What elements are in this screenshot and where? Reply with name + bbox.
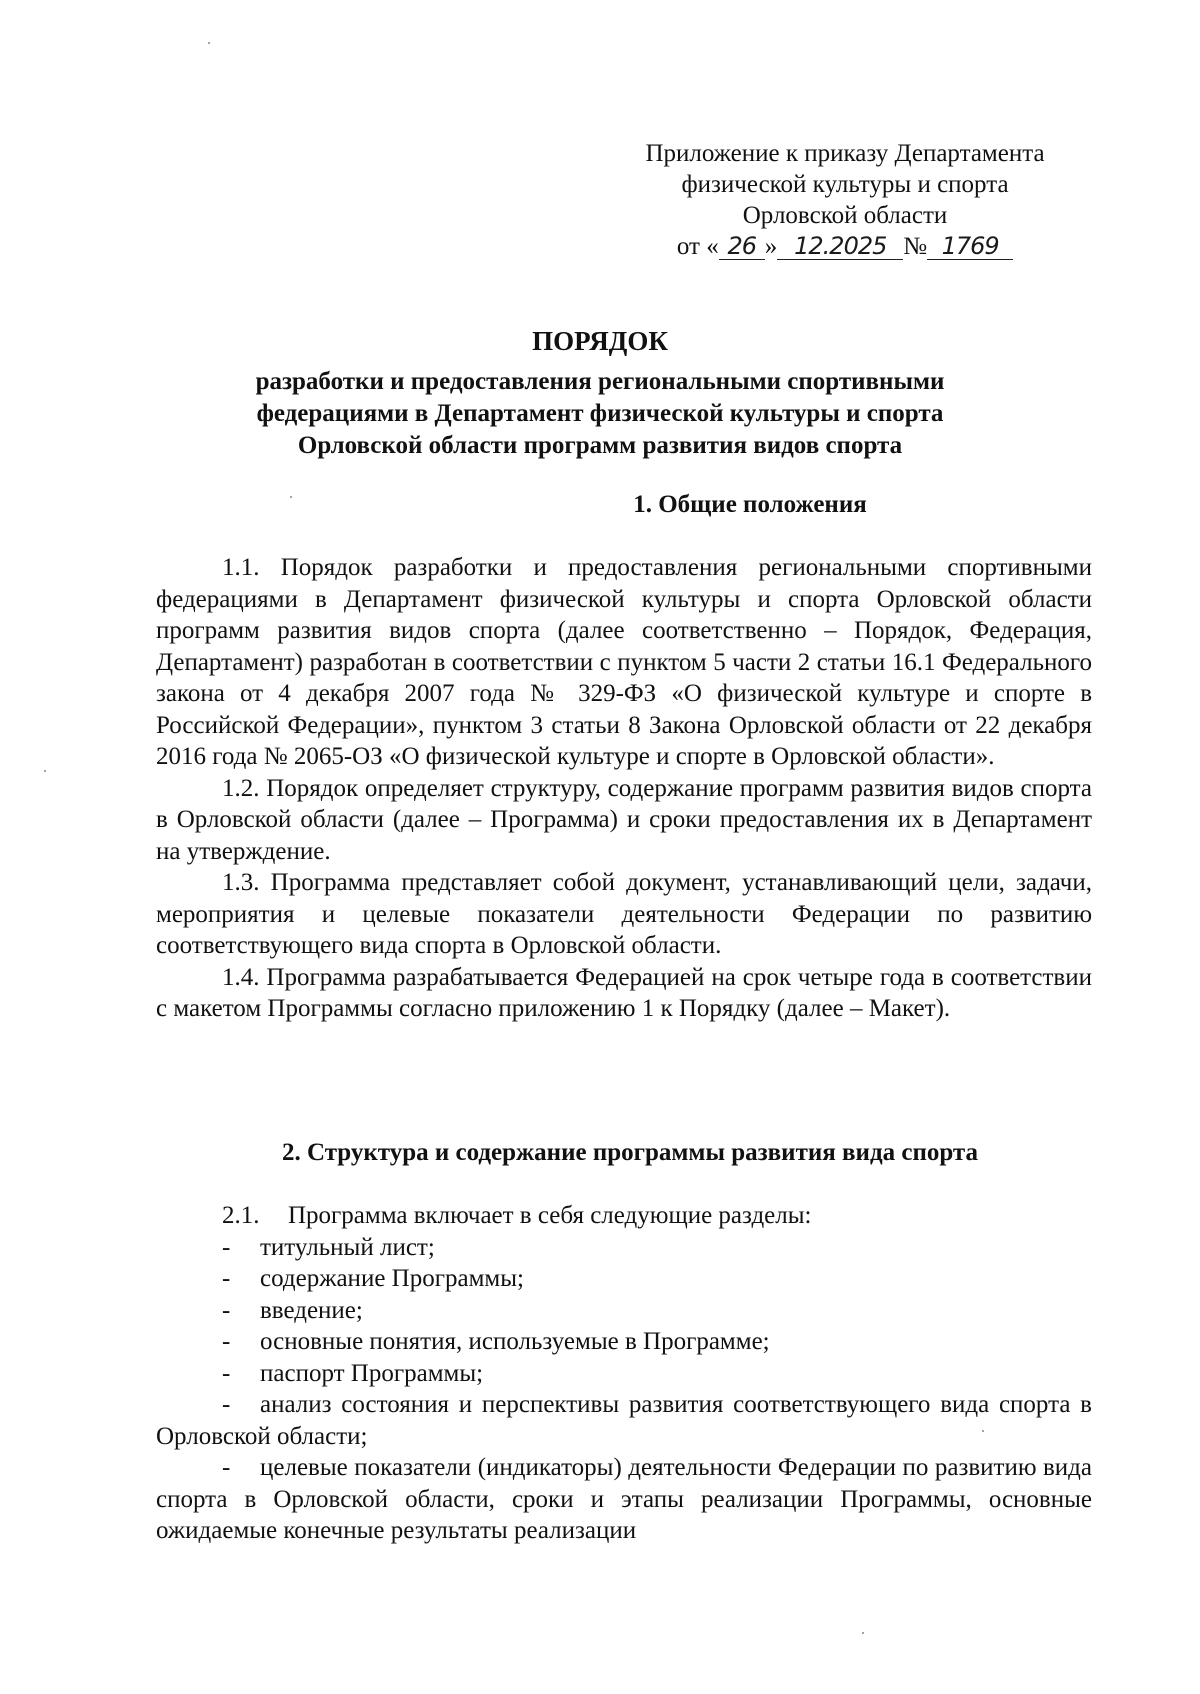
number-value-handwritten: 1769 xyxy=(927,233,1013,260)
list-item-text: анализ состояния и перспективы развития соответствующего вида спорта в Орловской области; xyxy=(156,1391,1092,1450)
appendix-date-line xyxy=(600,231,1090,265)
list-item-text: паспорт Программы; xyxy=(260,1359,484,1387)
scan-speck xyxy=(862,1632,864,1634)
list-item xyxy=(156,1358,1092,1390)
dash-marker: - xyxy=(222,1454,231,1481)
dash-marker: - xyxy=(222,1391,231,1418)
list-item xyxy=(156,1326,1092,1358)
list-intro-number: 2.1. xyxy=(222,1202,260,1229)
paragraph-1-2: 1.2. Порядок определяет структуру, содержание программ развития видов спорта в Орловской области (далее – Программа) и сроки предоставления их в Департамент на утверждение. xyxy=(156,774,1092,865)
dash-marker: - xyxy=(222,1296,231,1324)
subtitle-line-1: разработки и предоставления региональными спортивными xyxy=(255,368,945,395)
dash-marker: - xyxy=(222,1233,231,1261)
dash-marker: - xyxy=(222,1328,231,1355)
number-label: № xyxy=(903,233,928,260)
list-intro xyxy=(156,1200,1092,1232)
scan-speck xyxy=(290,496,292,498)
document-subtitle xyxy=(150,366,1050,462)
list-item-text: титульный лист; xyxy=(260,1233,435,1261)
date-prefix: от « xyxy=(676,233,719,260)
list-item xyxy=(156,1389,1092,1452)
scan-speck xyxy=(44,770,46,772)
appendix-line-2: физической культуры и спорта xyxy=(681,171,1009,198)
date-mid: » xyxy=(764,233,778,260)
subtitle-line-3: Орловской области программ развития видов спорта xyxy=(297,432,903,459)
paragraph-1-3: 1.3. Программа представляет собой документ, устанавливающий цели, задачи, мероприятия и целевые показатели деятельности Федерации по развитию соответствующего вида спорта в Орловской области. xyxy=(156,869,1092,959)
list-item xyxy=(156,1232,1092,1264)
document-title: ПОРЯДОК xyxy=(532,326,668,356)
section-1-body xyxy=(156,552,1092,1025)
list-item-text: основные понятия, используемые в Программе; xyxy=(260,1328,770,1355)
list-item-text: содержание Программы; xyxy=(260,1265,524,1292)
list-item-text: целевые показатели (индикаторы) деятельности Федерации по развитию вида спорта в Орловской области, сроки и этапы реализации Программы, основные ожидаемые конечные результаты реализации xyxy=(156,1454,1092,1544)
subtitle-line-2: федерациями в Департамент физической культуры и спорта xyxy=(256,400,944,427)
dash-marker: - xyxy=(222,1359,231,1387)
appendix-line-1: Приложение к приказу Департамента xyxy=(645,140,1045,167)
section-2-list xyxy=(156,1200,1092,1547)
paragraph-1-4: 1.4. Программа разрабатывается Федерацией на срок четыре года в соответствии с макетом Программы согласно приложению 1 к Порядку (далее – Макет). xyxy=(156,963,1092,1022)
paragraph-1-1: 1.1. Порядок разработки и предоставления региональными спортивными федерациями в Департамент физической культуры и спорта Орловской области программ развития видов спорта (далее соответственно – Порядок, Федерация, Департамент) разработан в соответствии с пунктом 5 части 2 статьи 16.1 Федерального закона от 4 декабря 2007 года № 329-ФЗ «О физической культуре и спорте в Российской Федерации», пунктом 3 статьи 8 Закона Орловской области от 22 декабря 2016 года № 2065-ОЗ «О физической культуре и спорте в Орловской области». xyxy=(156,554,1092,770)
section-1-heading: 1. Общие положения xyxy=(633,491,867,518)
date-month-year-handwritten: 12.2025 xyxy=(777,233,903,260)
scan-speck xyxy=(208,42,210,44)
section-2-heading: 2. Структура и содержание программы развития вида спорта xyxy=(281,1139,979,1166)
list-item xyxy=(156,1295,1092,1327)
appendix-line-3: Орловской области xyxy=(742,202,948,229)
list-item-text: введение; xyxy=(260,1296,363,1324)
date-day-handwritten: 26 xyxy=(719,233,765,260)
list-item xyxy=(156,1263,1092,1295)
list-intro-text: Программа включает в себя следующие разделы: xyxy=(288,1202,812,1229)
list-item xyxy=(156,1452,1092,1547)
appendix-header xyxy=(600,138,1090,265)
dash-marker: - xyxy=(222,1265,231,1292)
